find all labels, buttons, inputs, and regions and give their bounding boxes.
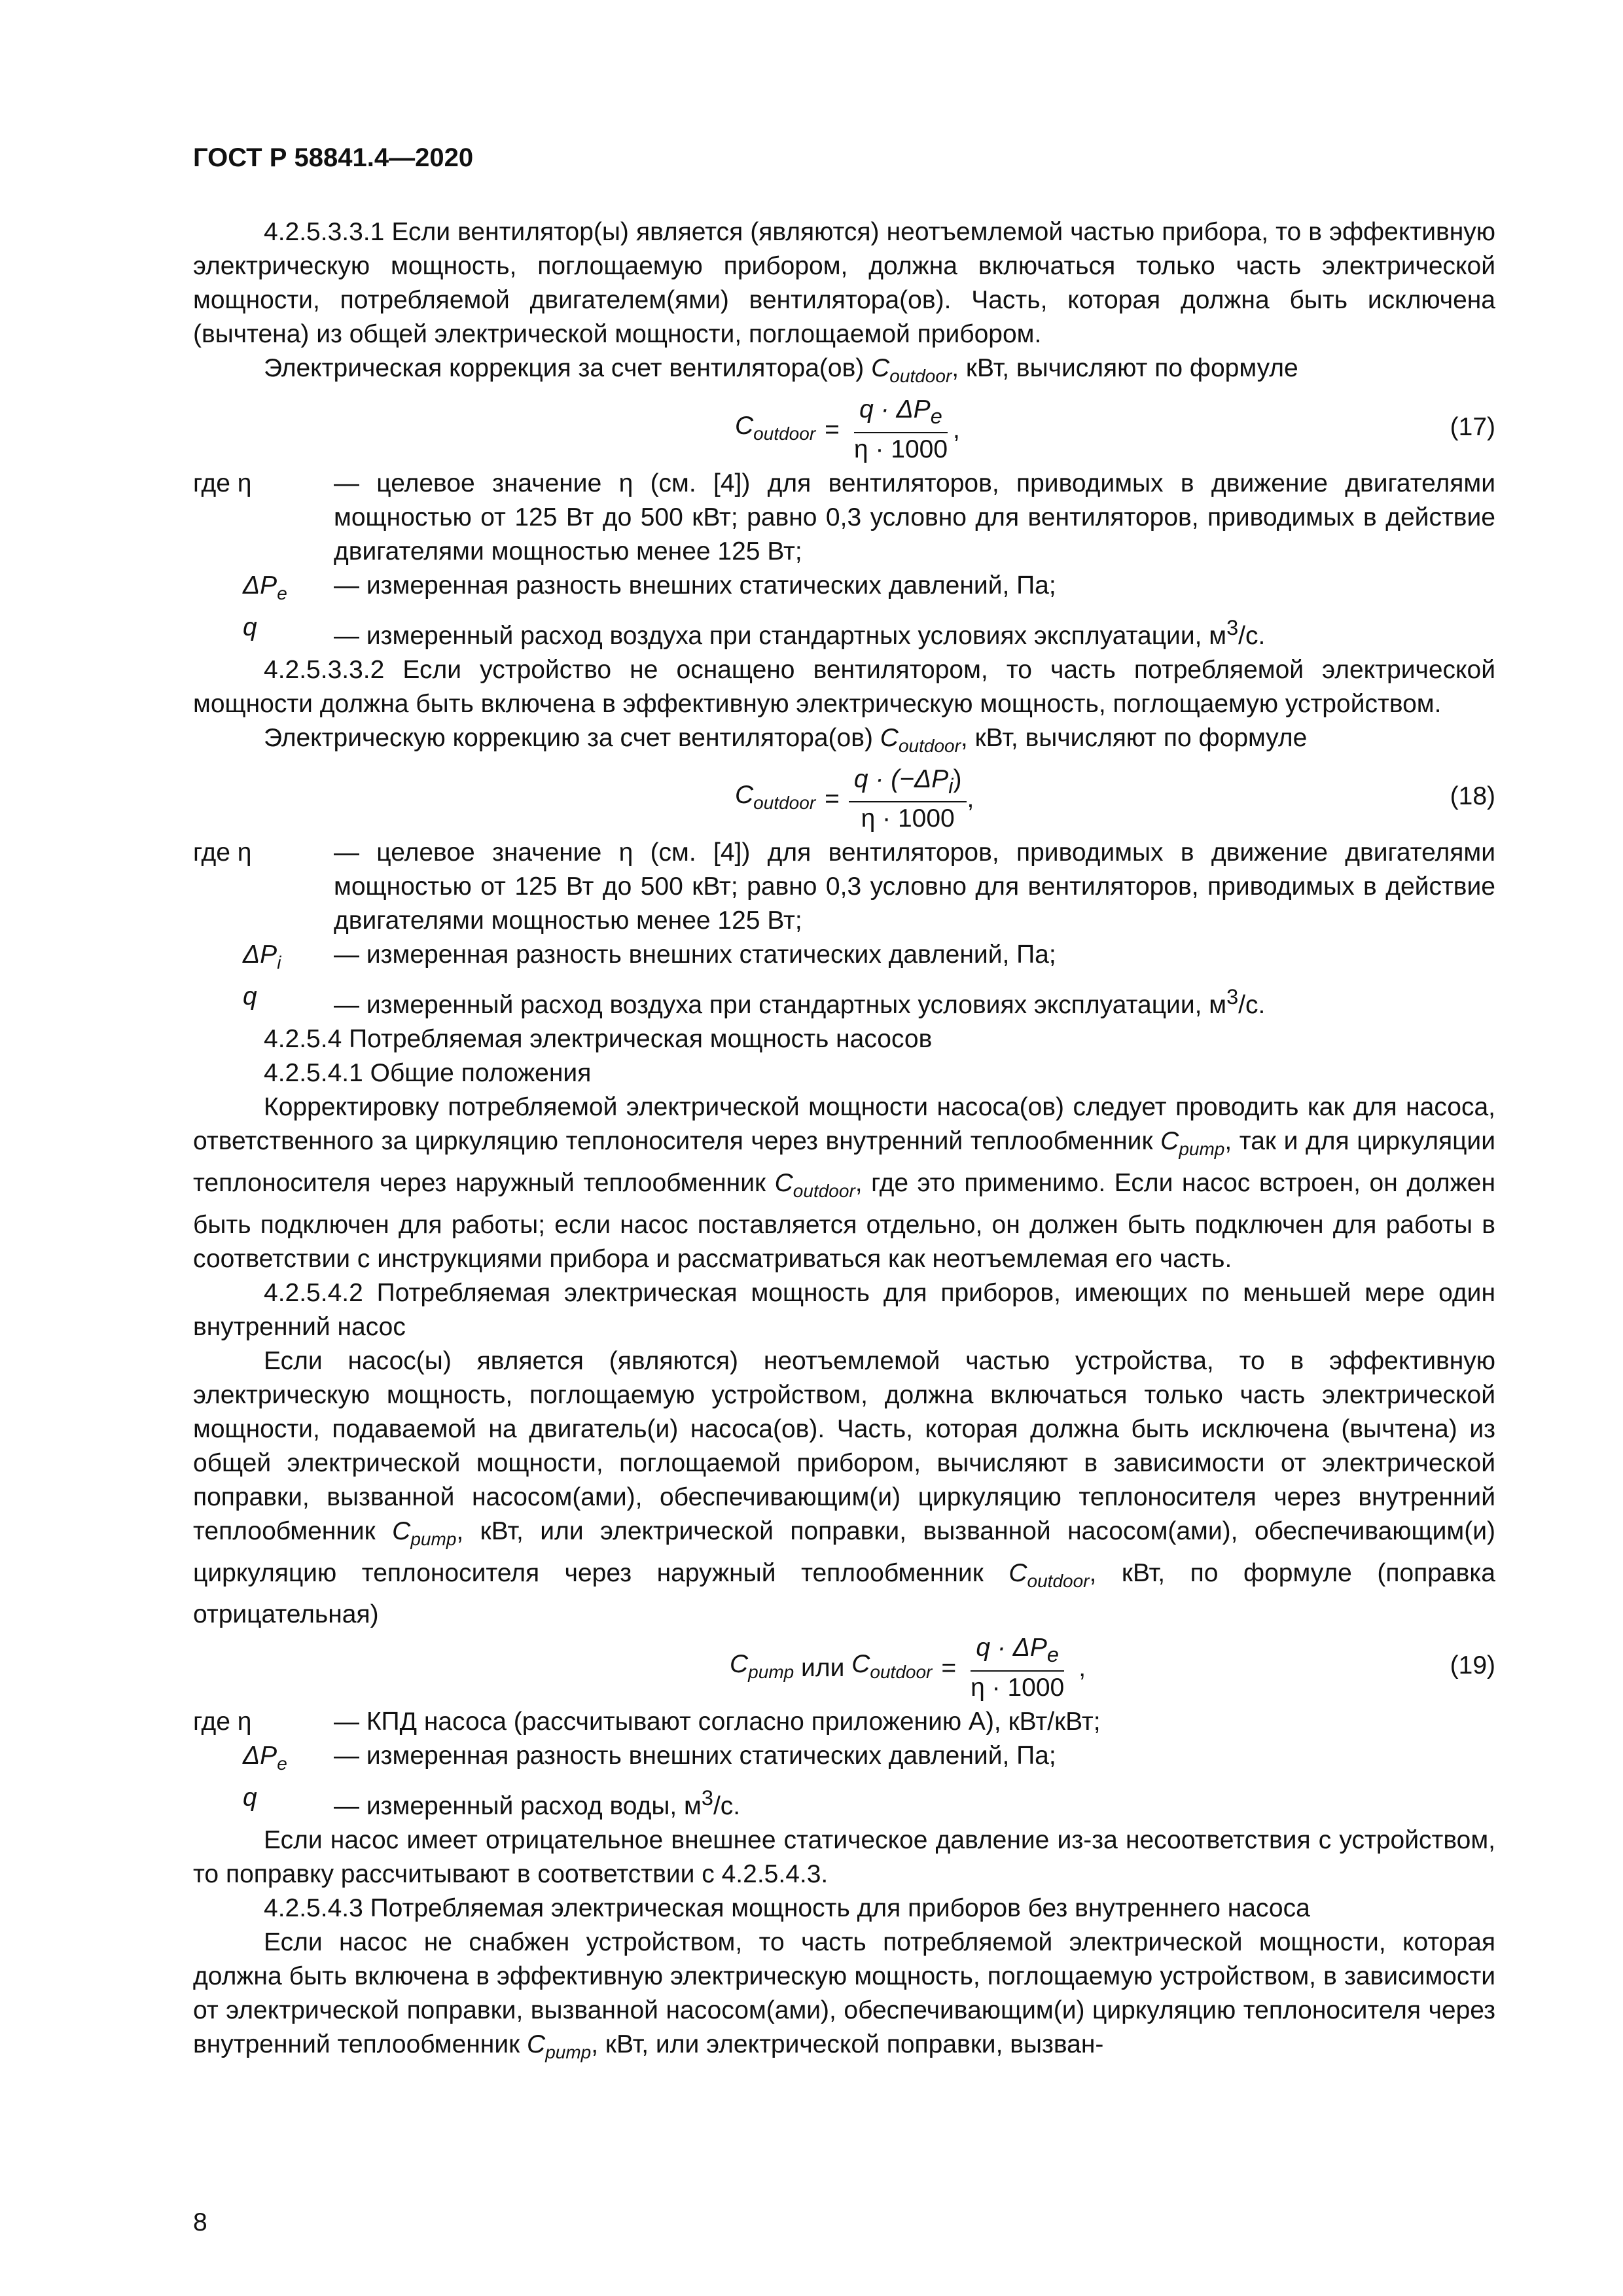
equals-sign: = [825, 785, 840, 814]
page-number: 8 [193, 2208, 207, 2236]
formula-tail: , [1079, 1654, 1086, 1683]
equals-sign: = [825, 415, 840, 444]
where-row-dp [193, 1739, 1495, 1781]
formula-17 [193, 396, 1495, 464]
where-text: — целевое значение η (см. [4]) для вентиляторов, приводимых в движение двигателями мощностью от 125 Вт до 500 кВт; равно 0,3 условно для вентиляторов, приводимых в действие двигателями мощностью менее 125 Вт; [334, 838, 1495, 935]
intro-text-end: , кВт, вычисляют по формуле [960, 723, 1308, 752]
formula-number: (19) [1450, 1651, 1495, 1680]
fraction [965, 1632, 1069, 1704]
where-text: — измеренная разность внешних статических давлений, Па; [334, 571, 1056, 600]
symbol-c-outdoor: $C_{outdoor}$ [880, 723, 961, 756]
numerator: $q \cdot (-\Delta P_i)$ [849, 764, 967, 803]
formula-or: или [794, 1654, 852, 1683]
symbol-c-outdoor: $C_{outdoor}$ [871, 354, 952, 386]
where-row-q [193, 1781, 1495, 1823]
symbol-c-pump: $C_{pump}$ [527, 2030, 592, 2062]
where-symbol: $\Delta P_e$ [243, 1742, 287, 1774]
intro-text: Электрическую коррекцию за счет вентилятора(ов) [264, 723, 880, 752]
where-symbol: где η [193, 1708, 252, 1736]
where-block-19 [193, 1705, 1495, 1823]
where-symbol: q [243, 982, 257, 1011]
formula-lhs: $C_{outdoor}$ [735, 411, 816, 444]
where-text: — измеренный расход воздуха при стандартных условиях эксплуатации, $м^3/с$. [334, 985, 1266, 1020]
symbol-c-pump: $C_{pump}$ [392, 1516, 457, 1549]
equals-sign: = [941, 1654, 957, 1683]
symbol-c-pump: $C_{pump}$ [1160, 1127, 1225, 1159]
formula-tail: , [953, 415, 960, 444]
symbol-c-outdoor: $C_{outdoor}$ [1008, 1558, 1090, 1591]
where-symbol: $\Delta P_i$ [243, 941, 281, 973]
denominator: η · 1000 [971, 1674, 1065, 1702]
where-text: — измеренный расход воды, $м^3/с$. [334, 1786, 741, 1821]
document-header: ГОСТ Р 58841.4—2020 [193, 143, 474, 172]
paragraph-4-2-5-3-3-2: 4.2.5.3.3.2 Если устройство не оснащено вентилятором, то часть потребляемой электрической мощности должна быть включена в эффективную электрическую мощность, поглощаемую устройством. [193, 655, 1495, 718]
paragraph-internal-pump: Если насос(ы) является (являются) неотъемлемой частью устройства, то в эффективную электрическую мощность, поглощаемую устройством, должна включаться только часть электрической мощности, подаваемой на двигатель(и) насоса(ов). Часть, которая должна быть исключена (вычтена) из общей электрической мощности, поглощаемой прибором, вычисляют в зависимости от электрической поправки, вызванной насосом(ами), обеспечивающим(и) циркуляцию теплоносителя через внутренний теплообменник $C_{pump}$, кВт, или электрической поправки, вызванной насосом(ами), обеспечивающим(и) циркуляцию теплоносителя через наружный теплообменник $C_{outdoor}$, кВт, по формуле (поправка отрицательная) [193, 1346, 1495, 1629]
where-symbol: q [243, 1784, 257, 1812]
formula-intro-18 [193, 721, 1495, 763]
heading-4-2-5-4-3: 4.2.5.4.3 Потребляемая электрическая мощность для приборов без внутреннего насоса [264, 1894, 1310, 1923]
intro-text-end: , кВт, вычисляют по формуле [952, 354, 1298, 382]
denominator: η · 1000 [853, 435, 948, 463]
where-symbol: где η [193, 838, 252, 867]
where-block-17 [193, 467, 1495, 653]
heading-4-2-5-4: 4.2.5.4 Потребляемая электрическая мощность насосов [264, 1025, 933, 1054]
formula-tail: , [967, 785, 974, 814]
where-text: — КПД насоса (рассчитывают согласно приложению А), кВт/кВт; [334, 1708, 1101, 1736]
paragraph-4-2-5-3-3-1: 4.2.5.3.3.1 Если вентилятор(ы) является (являются) неотъемлемой частью прибора, то в эффективную электрическую мощность, поглощаемую прибором, должна включаться только часть электрической мощности, потребляемой двигателем(ями) вентилятора(ов). Часть, которая должна быть исключена (вычтена) из общей электрической мощности, поглощаемой прибором. [193, 218, 1495, 348]
formula-number: (17) [1450, 412, 1495, 441]
heading-4-2-5-4-2: 4.2.5.4.2 Потребляемая электрическая мощность для приборов, имеющих по меньшей мере один внутренний насос [193, 1278, 1495, 1341]
fraction [849, 764, 967, 836]
denominator: η · 1000 [861, 804, 955, 833]
formula-number: (18) [1450, 782, 1495, 811]
formula-19 [193, 1634, 1495, 1702]
where-row-eta [193, 1705, 1495, 1739]
where-row-dp [193, 569, 1495, 611]
paragraph-pump-correction: Корректировку потребляемой электрической мощности насоса(ов) следует проводить как для насоса, ответственного за циркуляцию теплоносителя через внутренний теплообменник $C_{pump}$, так и для циркуляции теплоносителя через наружный теплообменник $C_{outdoor}$, где это применимо. Если насос встроен, он должен быть подключен для работы; если насос поставляется отдельно, он должен быть подключен для работы в соответствии с инструкциями прибора и рассматриваться как неотъемлемая его часть. [193, 1093, 1495, 1273]
where-block-18 [193, 836, 1495, 1022]
where-row-eta [193, 467, 1495, 569]
where-symbol: $\Delta P_e$ [243, 571, 287, 603]
where-text: — измеренная разность внешних статических давлений, Па; [334, 1742, 1056, 1770]
where-text: — измеренная разность внешних статических давлений, Па; [334, 941, 1056, 969]
document-page [193, 141, 1495, 2070]
fraction [849, 394, 953, 466]
where-symbol: q [243, 613, 257, 641]
where-row-eta [193, 836, 1495, 938]
where-text: — измеренный расход воздуха при стандартных условиях эксплуатации, $м^3/с$. [334, 615, 1266, 650]
formula-intro-17 [193, 351, 1495, 393]
where-row-q [193, 611, 1495, 653]
where-row-q [193, 980, 1495, 1022]
heading-4-2-5-4-1: 4.2.5.4.1 Общие положения [264, 1059, 592, 1088]
paragraph-no-internal-pump: Если насос не снабжен устройством, то часть потребляемой электрической мощности, которая должна быть включена в эффективную электрическую мощность, поглощаемую устройством, в зависимости от электрической поправки, вызванной насосом(ами), обеспечивающим(и) циркуляцию теплоносителя через внутренний теплообменник $C_{pump}$, кВт, или электрической поправки, вызван- [193, 1928, 1495, 2062]
numerator: $q \cdot \Delta P_e$ [854, 394, 948, 433]
formula-lhs-outdoor: $C_{outdoor}$ [851, 1650, 933, 1683]
numerator: $q \cdot \Delta P_e$ [971, 1632, 1064, 1672]
formula-18 [193, 765, 1495, 833]
intro-text: Электрическая коррекция за счет вентилятора(ов) [264, 354, 872, 382]
formula-lhs-pump: $C_{pump}$ [730, 1650, 794, 1683]
where-row-dp [193, 938, 1495, 980]
formula-lhs: $C_{outdoor}$ [735, 781, 816, 814]
where-text: — целевое значение η (см. [4]) для вентиляторов, приводимых в движение двигателями мощностью от 125 Вт до 500 кВт; равно 0,3 условно для вентиляторов, приводимых в действие двигателями мощностью менее 125 Вт; [334, 469, 1495, 565]
paragraph-negative-pressure: Если насос имеет отрицательное внешнее статическое давление из-за несоответствия с устройством, то поправку рассчитывают в соответствии с 4.2.5.4.3. [193, 1826, 1495, 1889]
symbol-c-outdoor: $C_{outdoor}$ [774, 1168, 855, 1201]
where-symbol: где η [193, 469, 252, 497]
